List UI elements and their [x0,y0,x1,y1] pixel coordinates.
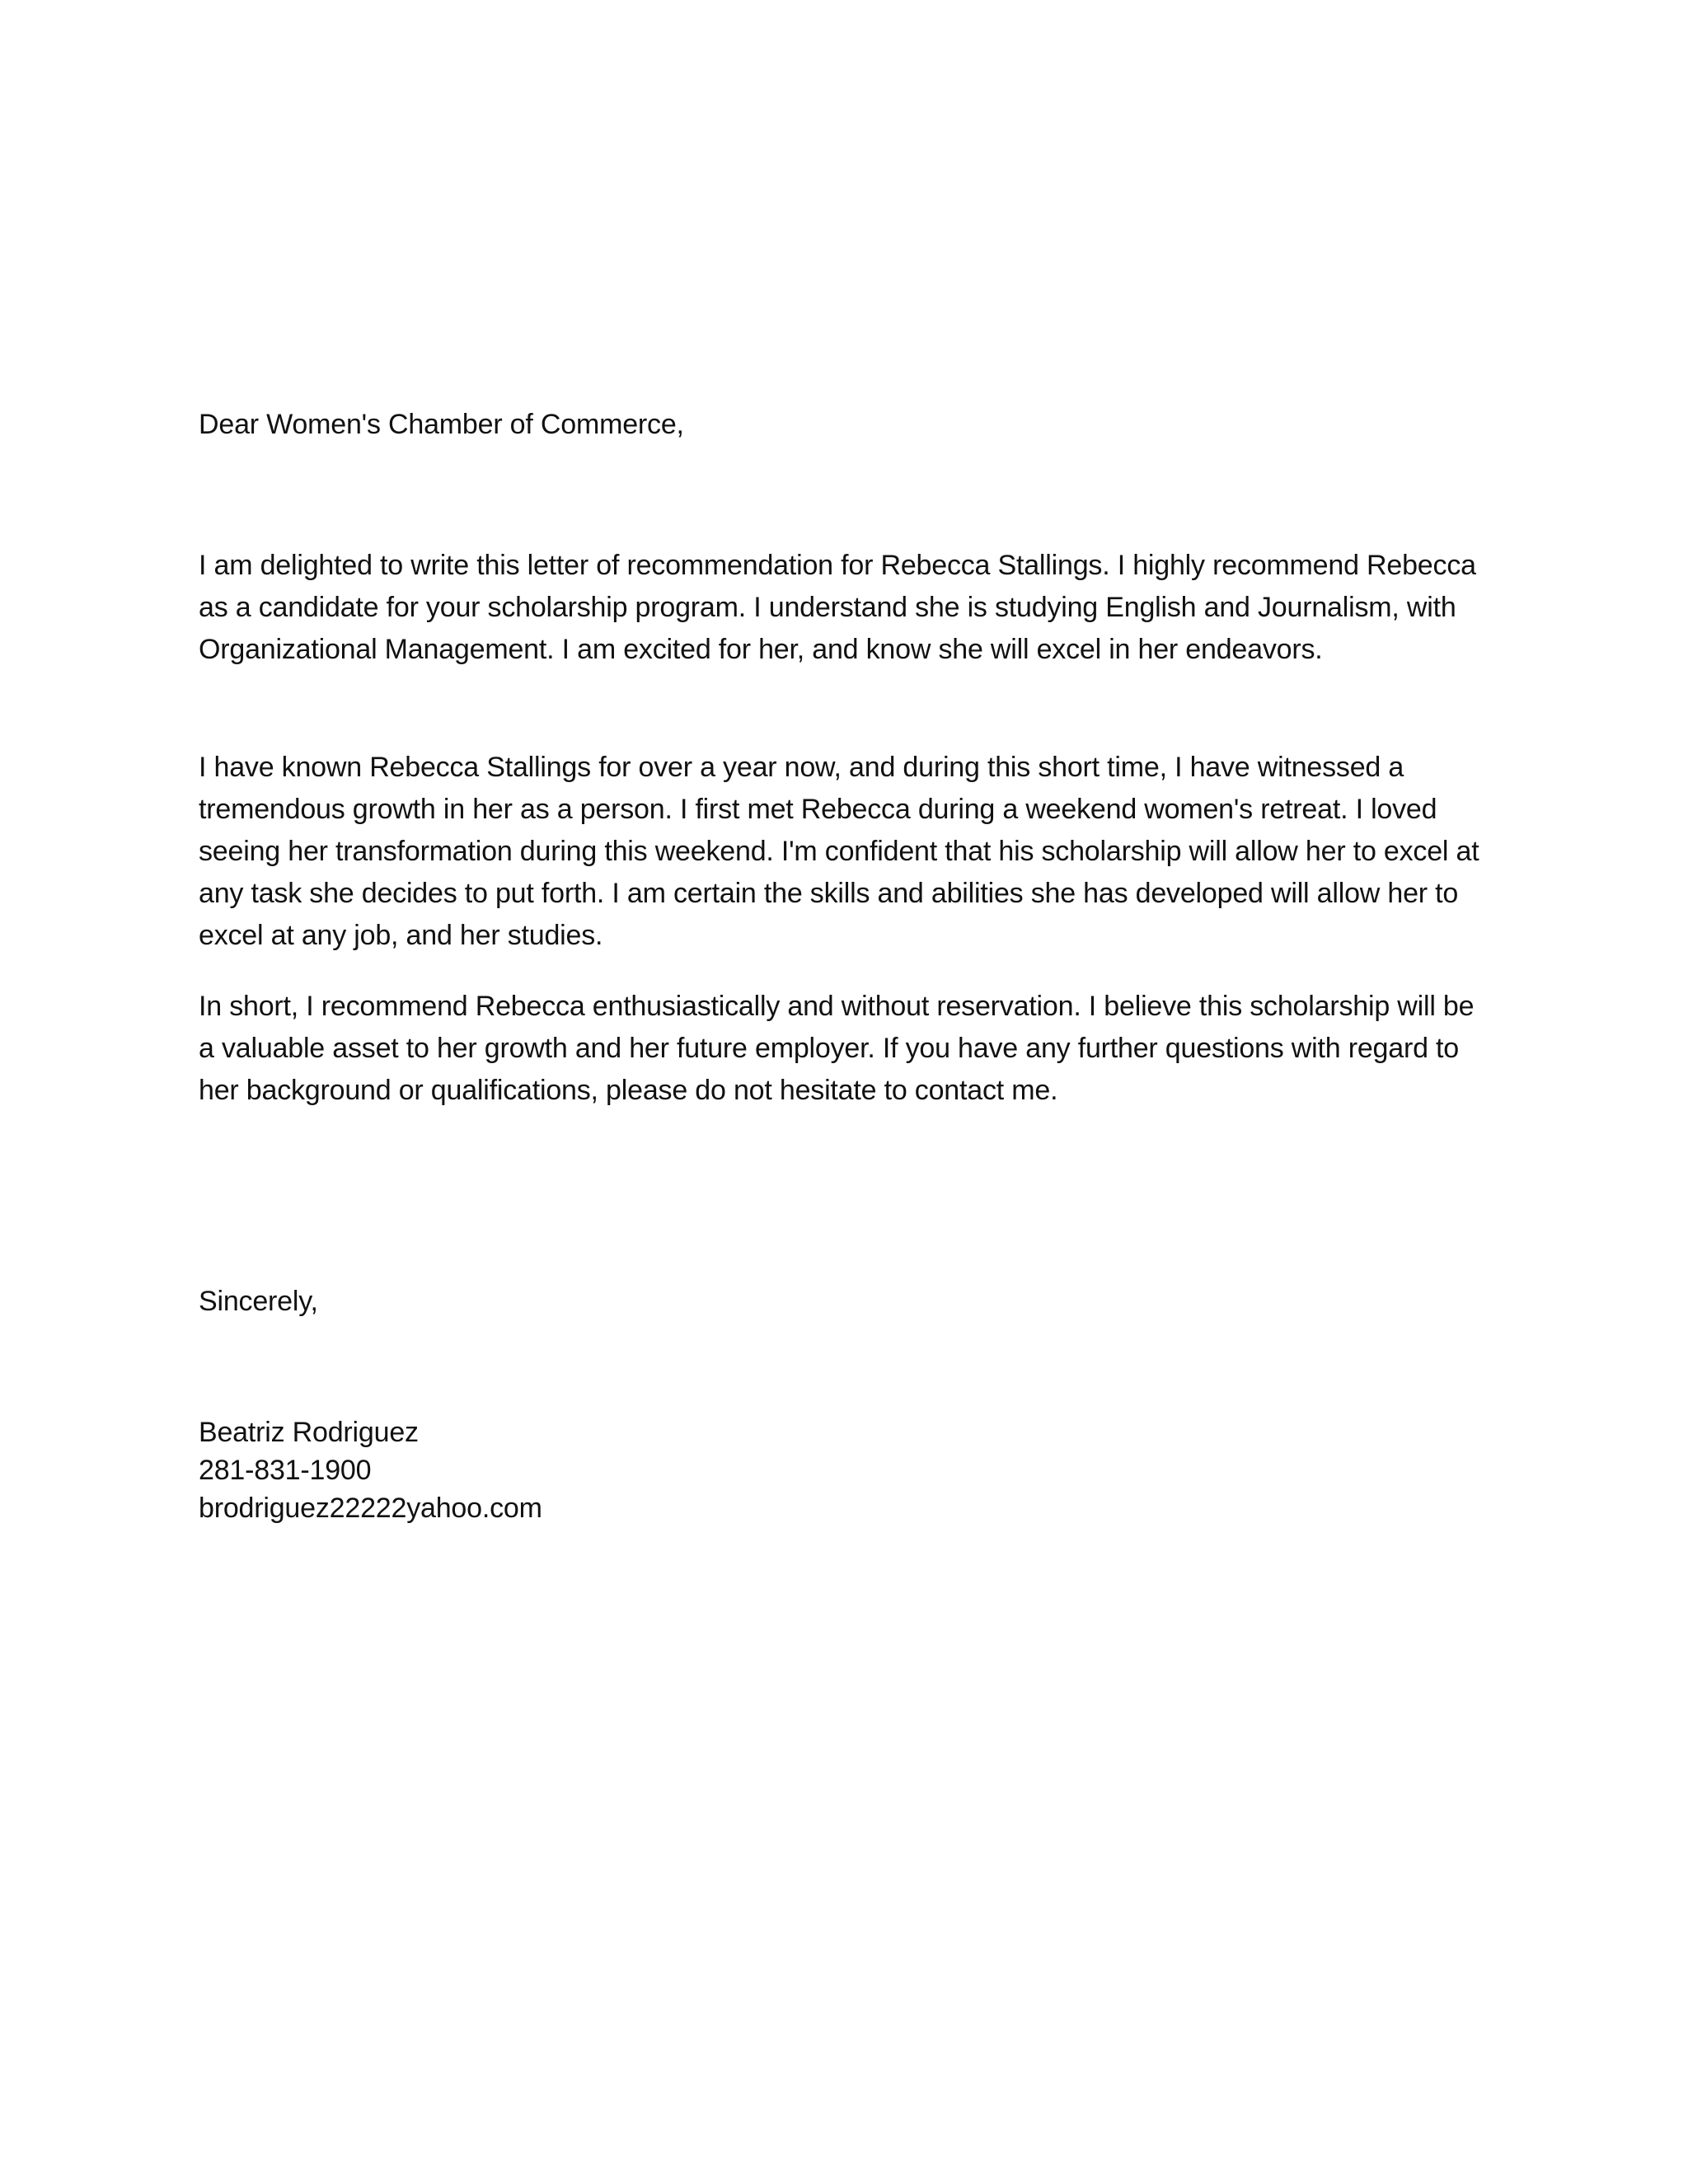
paragraph-3: In short, I recommend Rebecca enthusiastically and without reservation. I believe this scholarship will be a valuable asset to her growth and her future employer. If you have any further questions with regard to her background or qualifications, please do not hesitate to contact me. [199,991,1475,1106]
closing: Sincerely, [199,1286,318,1317]
salutation: Dear Women's Chamber of Commerce, [199,409,684,440]
signer-phone: 281-831-1900 [199,1455,372,1486]
paragraph-2: I have known Rebecca Stallings for over a year now, and during this short time, I have witnessed a tremendous growth in her as a person. I first met Rebecca during a weekend women's retreat. I loved seeing her transformation during this weekend. I'm confident that his scholarship will allow her to excel at any task she decides to put forth. I am certain the skills and abilities she has developed will allow her to excel at any job, and her studies. [199,752,1479,951]
signature-block [199,1413,542,1527]
signer-name: Beatriz Rodriguez [199,1417,419,1448]
signer-email: brodriguez22222yahoo.com [199,1493,542,1524]
paragraph-1: I am delighted to write this letter of recommendation for Rebecca Stallings. I highly recommend Rebecca as a candidate for your scholarship program. I understand she is studying English and Journalism, with Organizational Management. I am excited for her, and know she will excel in her endeavors. [199,550,1476,665]
